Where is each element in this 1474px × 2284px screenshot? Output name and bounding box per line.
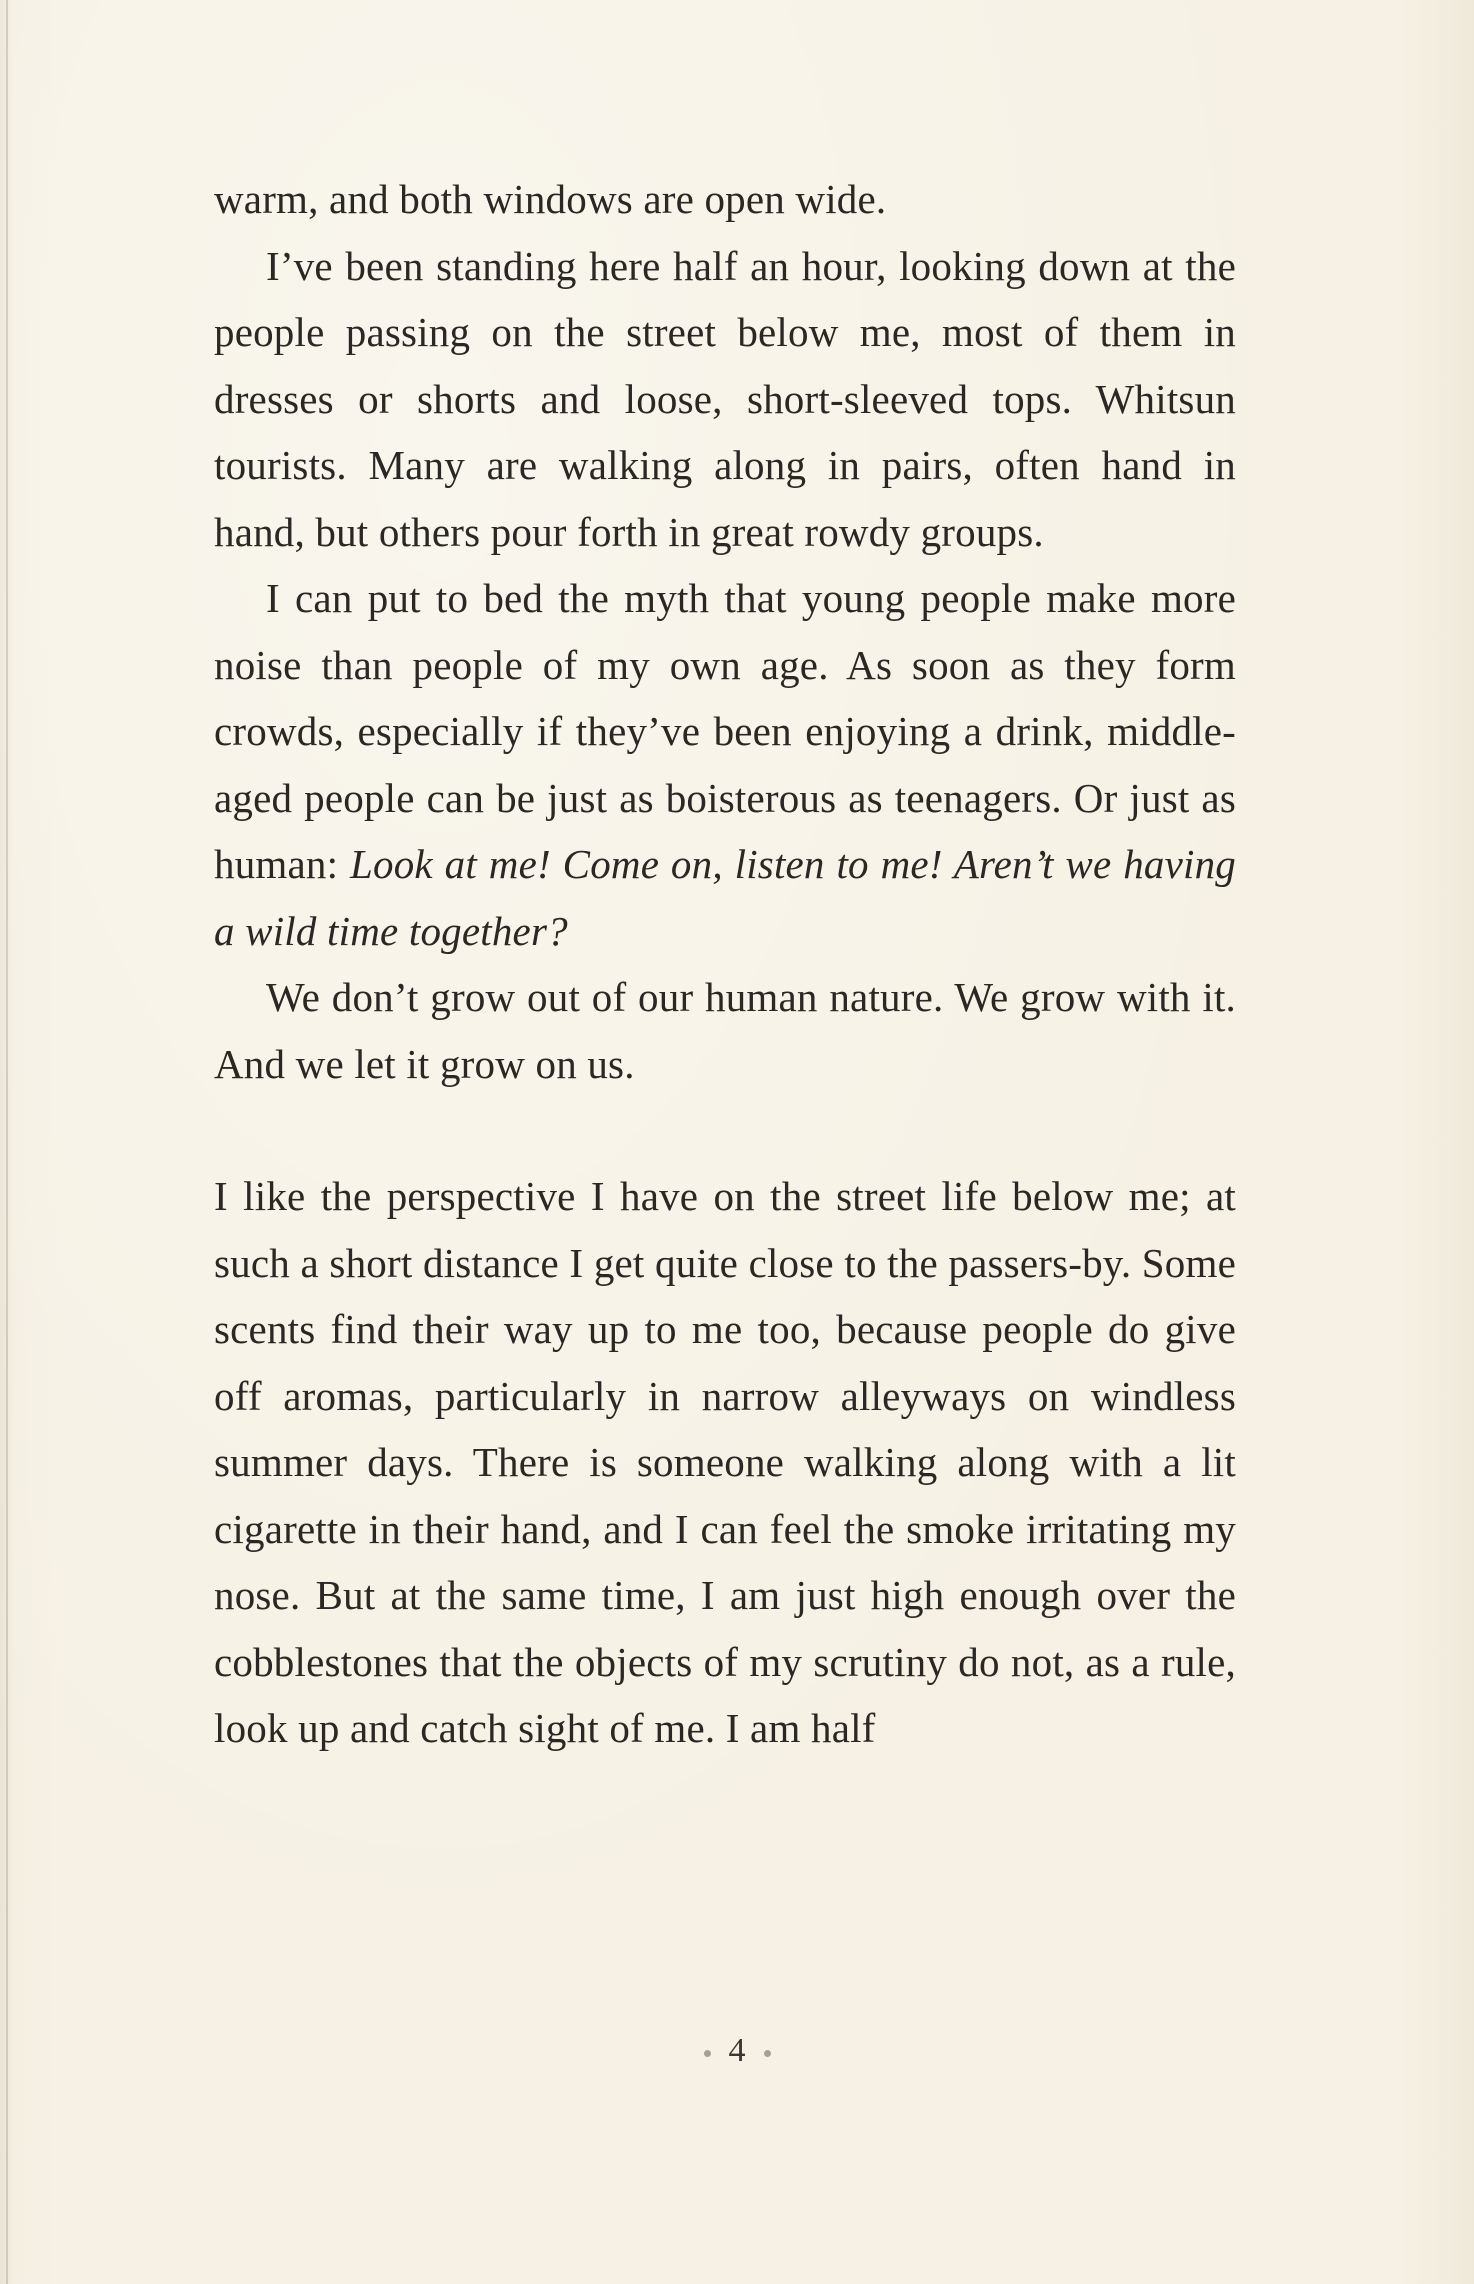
paragraph-standing-at-window: I’ve been standing here half an hour, looking down at the people passing on the street below me, most of them in dresses or shorts and loose, short-sleeved tops. Whitsun tourists. Many are walking along in pairs, often hand in hand, but others pour forth in great rowdy groups.	[214, 242, 1236, 555]
page-number: 4	[728, 2032, 746, 2069]
page-number-footer	[0, 2032, 1474, 2070]
bullet-right-icon	[764, 2050, 771, 2057]
bullet-left-icon	[704, 2050, 711, 2057]
page-edge-shadow	[6, 0, 8, 2284]
paragraph-human-nature: We don’t grow out of our human nature. We grow with it. And we let it grow on us.	[214, 974, 1236, 1087]
paragraph-continued: warm, and both windows are open wide.	[214, 176, 887, 222]
italic-quote: Look at me! Come on, listen to me! Aren’t we having a wild time together?	[214, 841, 1236, 954]
paragraph-noise-myth	[214, 565, 1236, 964]
body-text	[214, 166, 1236, 1762]
paragraph-noise-myth-text: I can put to bed the myth that young people make more noise than people of my own age. As soon as they form crowds, especially if they’ve been enjoying a drink, middle-aged people can be just as boisterous as teenagers. Or just as human:	[214, 575, 1236, 887]
paragraph-perspective: I like the perspective I have on the street life below me; at such a short distance I get quite close to the passers-by. Some scents find their way up to me too, because people do give off aromas, particularly in narrow alleyways on windless summer days. There is someone walking along with a lit cigarette in their hand, and I can feel the smoke irritating my nose. But at the same time, I am just high enough over the cobblestones that the objects of my scrutiny do not, as a rule, look up and catch sight of me. I am half	[214, 1173, 1236, 1751]
